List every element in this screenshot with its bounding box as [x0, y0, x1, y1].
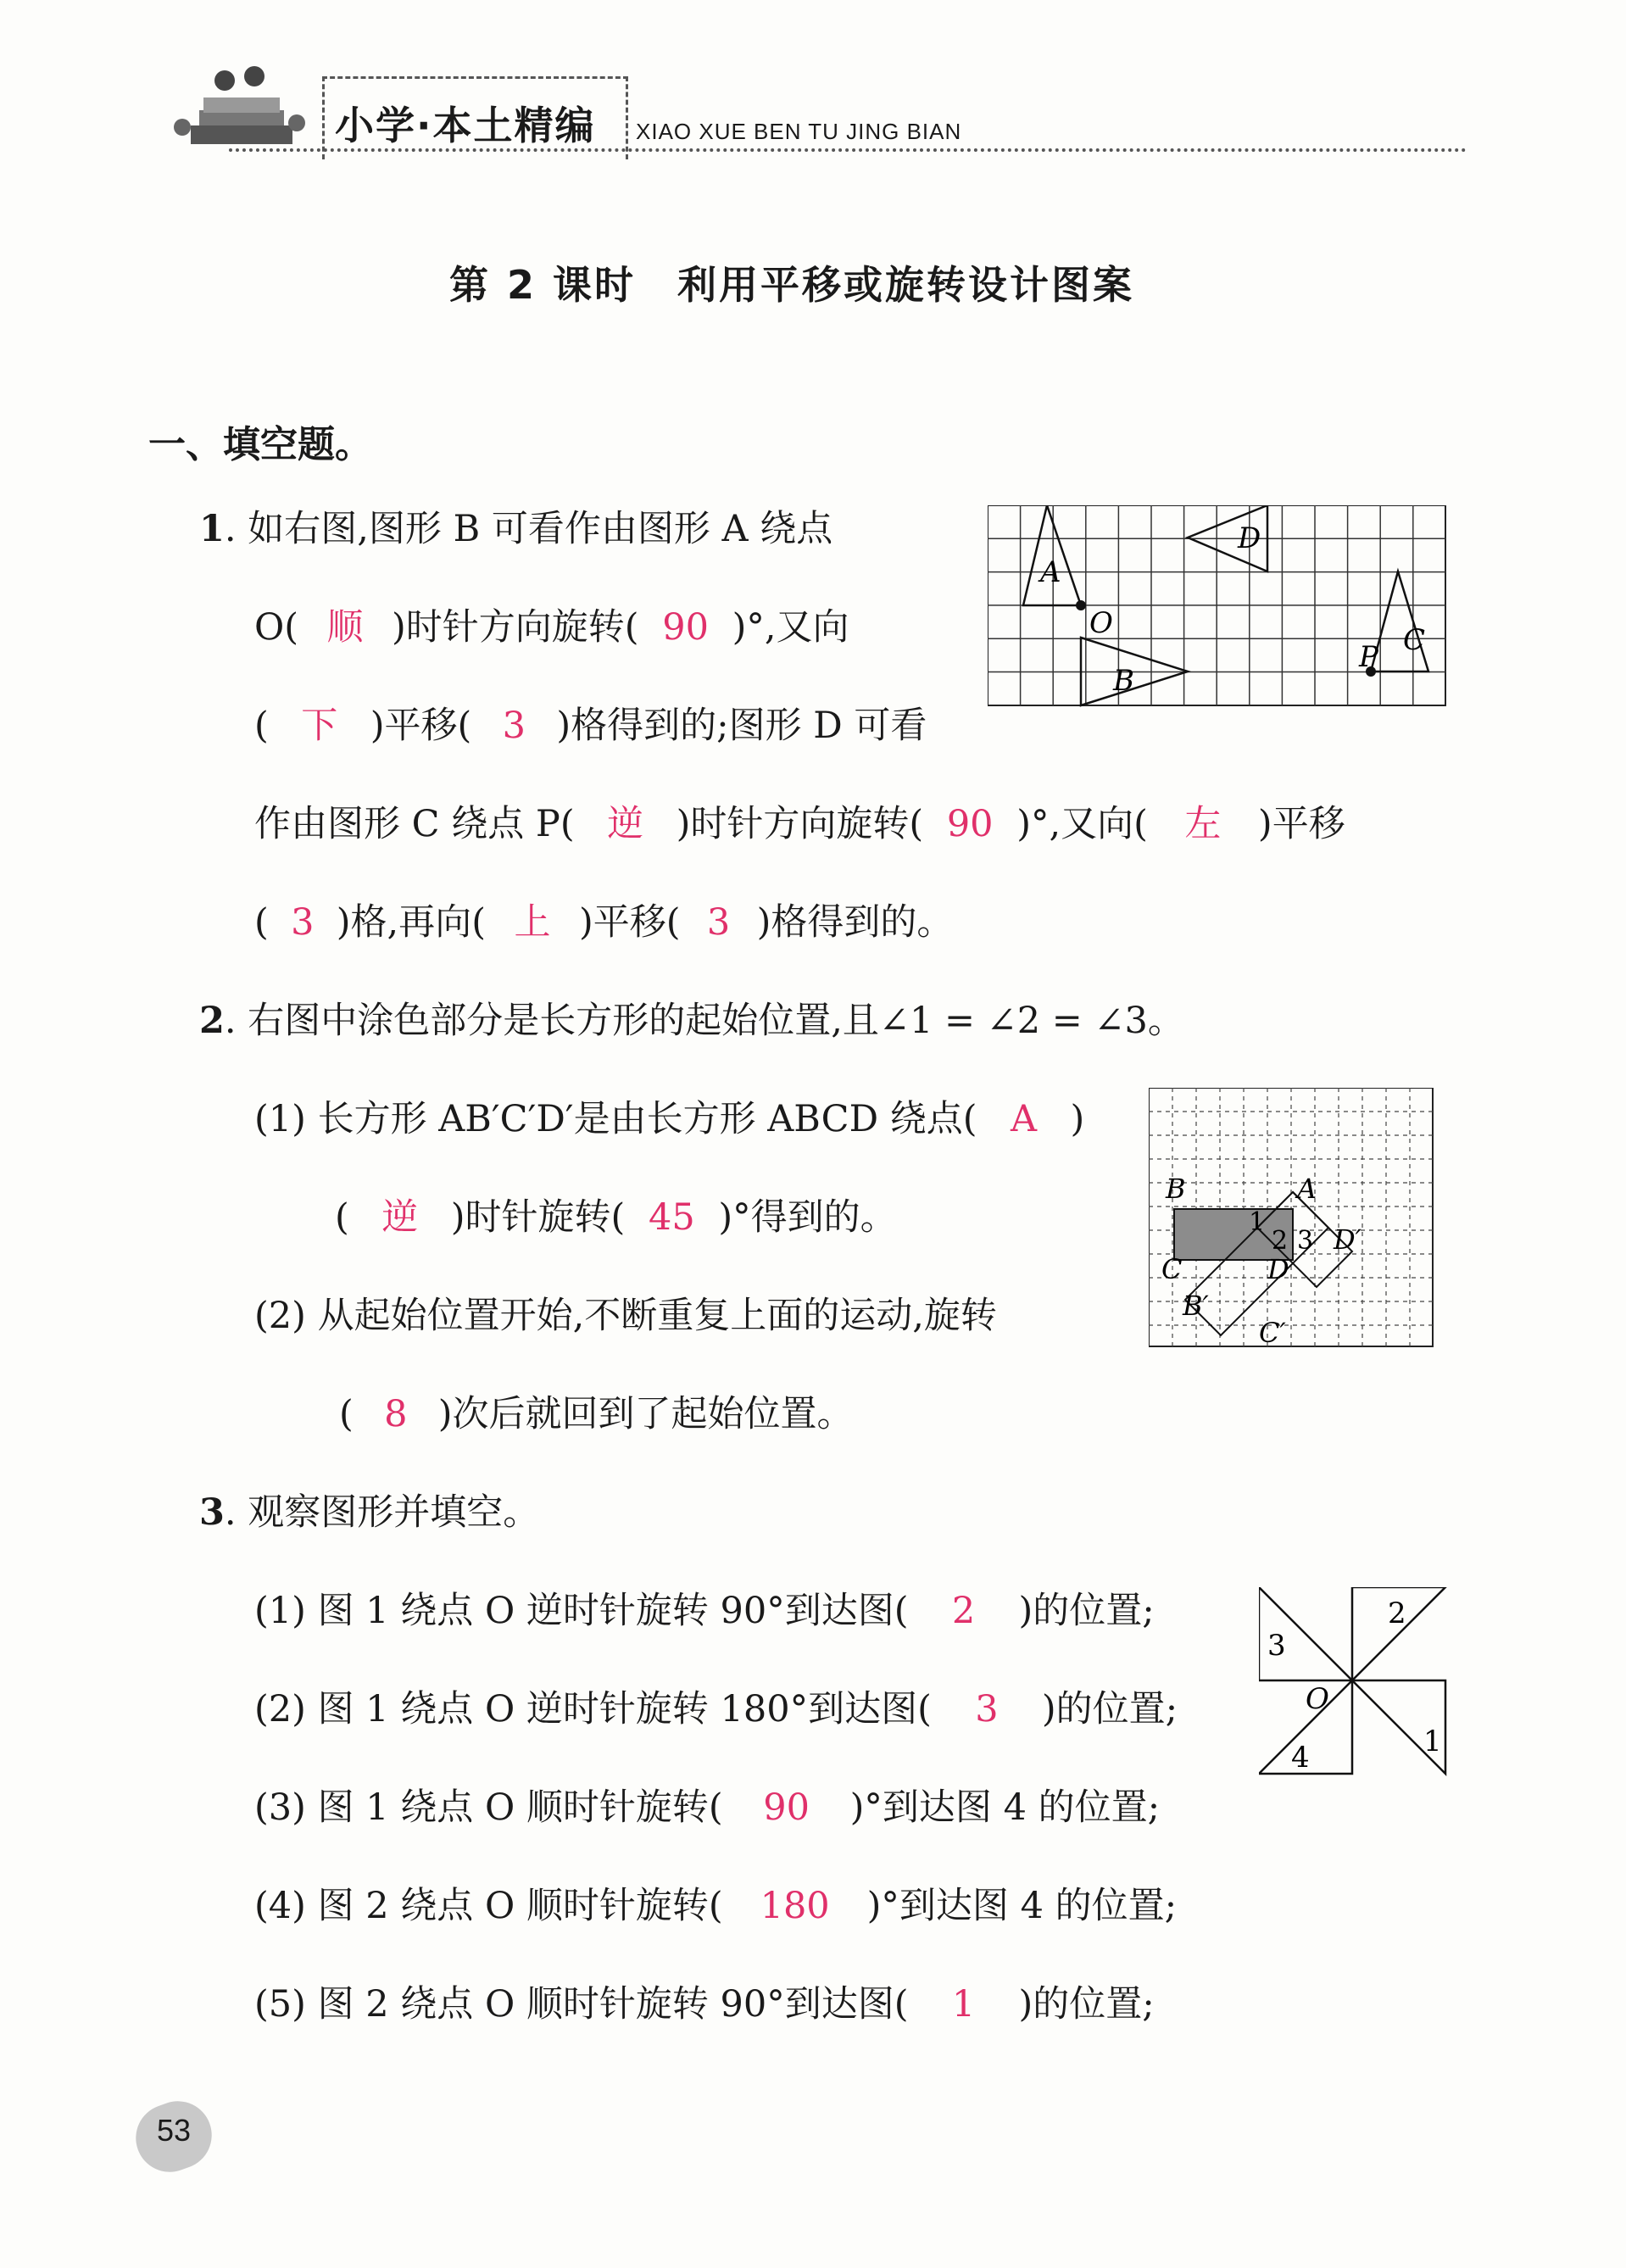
q3-text: (2) 图 1 绕点 O 逆时针旋转 180°到达图(: [254, 1688, 932, 1730]
answer-figure: 3: [975, 1688, 999, 1730]
page-number: 53: [157, 2113, 192, 2148]
q3-sub3: [254, 1782, 1160, 1833]
q3-text: (1) 图 1 绕点 O 逆时针旋转 90°到达图(: [254, 1590, 909, 1632]
label-a: A: [1297, 1173, 1317, 1205]
answer-degrees: 90: [946, 803, 994, 845]
answer-degrees: 180: [760, 1885, 830, 1927]
q2-text: )次后就回到了起始位置。: [437, 1393, 854, 1435]
q1-text: )时针方向旋转(: [676, 803, 924, 845]
q1-stem: 如右图,图形 B 可看作由图形 A 绕点: [248, 508, 833, 550]
q1-line1: 1. 如右图,图形 B 可看作由图形 A 绕点: [199, 508, 833, 550]
answer-steps: 3: [291, 901, 315, 944]
answer-steps: 3: [502, 705, 526, 747]
label-b-prime: B′: [1183, 1290, 1209, 1322]
q2-text: (2) 从起始位置开始,不断重复上面的运动,旋转: [254, 1295, 997, 1337]
q2-text: (1) 长方形 AB′C′D′是由长方形 ABCD 绕点(: [254, 1098, 977, 1140]
q3-text: )的位置;: [1018, 1983, 1155, 2026]
answer-steps: 3: [706, 901, 731, 944]
label-c: C: [1403, 623, 1426, 657]
answer-direction: 下: [301, 705, 338, 747]
q2-part2-line2: [339, 1389, 854, 1440]
q3-sub2: [254, 1684, 1178, 1735]
q1-text: )°,又向(: [1016, 803, 1148, 845]
answer-degrees: 45: [648, 1196, 695, 1239]
q2-number: 2: [199, 1000, 225, 1042]
header-divider: [229, 148, 1467, 152]
q3-stem-line: 3. 观察图形并填空。: [199, 1491, 540, 1534]
q3-sub4: [254, 1881, 1177, 1931]
fig-2-label: 2: [1388, 1597, 1406, 1630]
q2-text: )°得到的。: [718, 1196, 897, 1239]
fig-4-label: 4: [1291, 1741, 1310, 1775]
q2-text: )时针旋转(: [450, 1196, 626, 1239]
q2-part2-line1: [254, 1290, 997, 1341]
angle-1: 1: [1249, 1207, 1266, 1237]
answer-degrees: 90: [763, 1786, 810, 1829]
label-d-prime: D′: [1334, 1223, 1361, 1256]
answer-direction: 逆: [607, 803, 644, 845]
q3-text: )的位置;: [1018, 1590, 1155, 1632]
answer-direction: 上: [514, 901, 551, 944]
q1-text: O(: [254, 606, 299, 649]
q3-sub5: [254, 1979, 1155, 2030]
q3-text: (3) 图 1 绕点 O 顺时针旋转(: [254, 1786, 723, 1829]
q1-line3: [254, 700, 927, 751]
q1-text: (: [254, 901, 269, 944]
header-title: 小学·本土精编: [335, 103, 596, 148]
label-p: P: [1359, 640, 1378, 674]
q1-text: )平移: [1257, 803, 1345, 845]
answer-figure: 1: [951, 1983, 976, 2026]
q3-text: (5) 图 2 绕点 O 顺时针旋转 90°到达图(: [254, 1983, 909, 2026]
q3-text: )的位置;: [1041, 1688, 1178, 1730]
q1-text: )时针方向旋转(: [392, 606, 639, 649]
fig-3-label: 3: [1267, 1629, 1286, 1663]
answer-point: A: [1010, 1098, 1038, 1140]
angle-2: 2: [1272, 1226, 1289, 1256]
fig-1-label: 1: [1423, 1725, 1442, 1758]
q1-text: (: [254, 705, 269, 747]
answer-direction: 左: [1184, 803, 1222, 845]
label-o: O: [1306, 1682, 1329, 1716]
q1-text: )格得到的。: [756, 901, 954, 944]
answer-direction: 顺: [326, 606, 364, 649]
label-c-prime: C′: [1259, 1317, 1286, 1349]
label-b: B: [1113, 664, 1134, 698]
header-subtitle: XIAO XUE BEN TU JING BIAN: [636, 119, 962, 144]
angle-3: 3: [1297, 1226, 1314, 1256]
label-c: C: [1161, 1253, 1183, 1285]
q1-text: )平移(: [579, 901, 681, 944]
q3-stem: 观察图形并填空。: [248, 1491, 540, 1534]
header-logo: [165, 51, 309, 153]
label-d: D: [1267, 1253, 1289, 1285]
q2-text: (: [335, 1196, 349, 1239]
q2-rotation-figure: [1149, 1088, 1437, 1354]
q3-text: )°到达图 4 的位置;: [866, 1885, 1178, 1927]
q1-text: )格,再向(: [336, 901, 487, 944]
q2-part1-line1: [254, 1094, 1084, 1145]
section-title: 一、填空题。: [148, 423, 372, 466]
q2-part1-line2: [335, 1192, 897, 1243]
q3-text: )°到达图 4 的位置;: [849, 1786, 1161, 1829]
q1-line2: [254, 602, 849, 653]
answer-direction: 逆: [381, 1196, 419, 1239]
q2-text: (: [339, 1393, 354, 1435]
q2-stem: 右图中涂色部分是长方形的起始位置,且∠1 = ∠2 = ∠3。: [248, 1000, 1184, 1042]
q1-text: )平移(: [370, 705, 472, 747]
answer-times: 8: [384, 1393, 408, 1435]
label-d: D: [1238, 521, 1261, 555]
q1-line5: [254, 897, 953, 948]
q3-text: (4) 图 2 绕点 O 顺时针旋转(: [254, 1885, 723, 1927]
q1-text: 作由图形 C 绕点 P(: [254, 803, 575, 845]
lesson-title: 第 2 课时 利用平移或旋转设计图案: [449, 262, 1135, 308]
q3-sub1: [254, 1585, 1155, 1636]
q1-line4: [254, 799, 1345, 850]
label-a: A: [1040, 555, 1061, 589]
q2-text: ): [1070, 1098, 1085, 1140]
q3-number: 3: [199, 1491, 225, 1534]
q3-pinwheel-figure: [1259, 1587, 1450, 1781]
q1-number: 1: [199, 508, 225, 550]
answer-degrees: 90: [662, 606, 709, 649]
label-o: O: [1089, 606, 1113, 640]
answer-figure: 2: [951, 1590, 976, 1632]
q1-grid-figure: [988, 505, 1450, 712]
q1-text: )°,又向: [732, 606, 849, 649]
label-b: B: [1166, 1173, 1186, 1205]
q2-stem-line: 2. 右图中涂色部分是长方形的起始位置,且∠1 = ∠2 = ∠3。: [199, 1000, 1184, 1042]
q1-text: )格得到的;图形 D 可看: [556, 705, 927, 747]
